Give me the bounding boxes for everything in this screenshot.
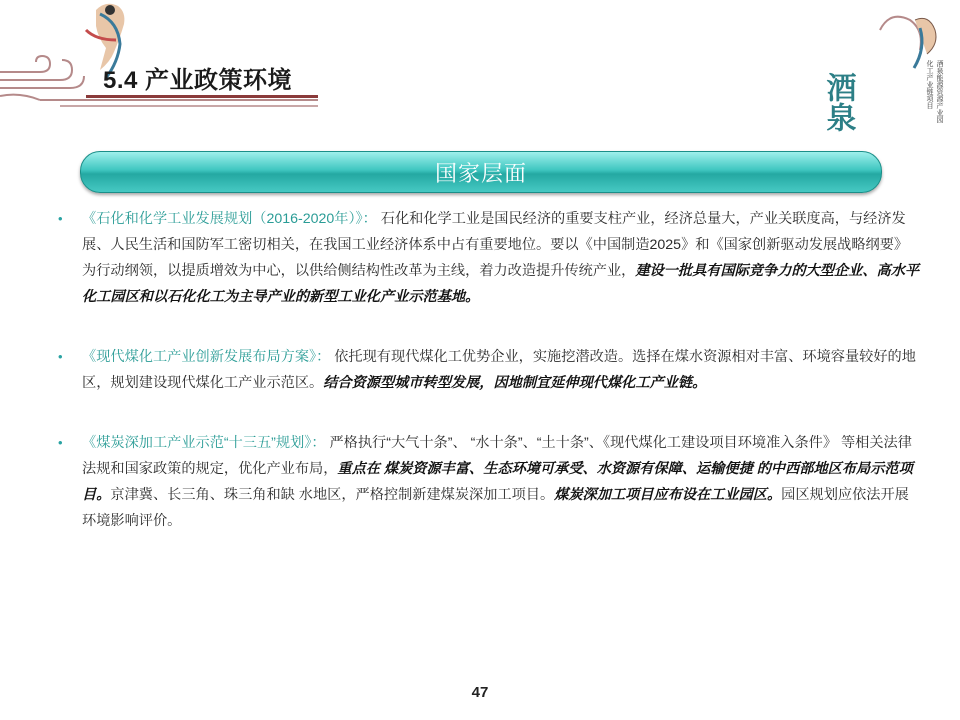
section-banner-label: 国家层面 xyxy=(434,160,527,186)
logo-subtext-line-2: 酒泉能源资源产业园 xyxy=(936,60,944,123)
policy-bullet-list xyxy=(58,206,920,568)
section-banner xyxy=(80,151,882,193)
title-underline xyxy=(86,95,318,98)
page-number: 47 xyxy=(471,684,489,701)
policy-emphasis: 重点在 煤炭资源丰富、生态环境可承受、水资源有保障、运输便捷 的中西部地区布局示范项目。 xyxy=(82,461,913,503)
policy-body: 石化和化学工业是国民经济的重要支柱产业，经济总量大，产业关联度高，与经济发展、人民生活和国防军工密切相关，在我国工业经济体系中占有重要地位。要以《中国制造2025》和《国家创新驱动发展战略纲要》为行动纲领，以提质增效为中心，以供给侧结构性改革为主线，着力改造提升传统产业， xyxy=(82,211,909,279)
jiuquan-logo xyxy=(820,0,960,140)
logo-subtext-line-1: 化工产业链项目 xyxy=(926,60,934,109)
bullet-icon: • xyxy=(58,211,63,226)
policy-emphasis: 建设一批具有国际竞争力的大型企业、高水平化工园区和以石化化工为主导产业的新型工业化产业示范基地。 xyxy=(82,263,920,305)
policy-body: 依托现有现代煤化工优势企业，实施挖潜改造。选择在煤水资源相对丰富、环境容量较好的地区，规划建设现代煤化工产业示范区。 xyxy=(82,349,916,391)
list-item xyxy=(58,344,920,396)
page-title: 5.4 产业政策环境 xyxy=(103,67,293,94)
list-item xyxy=(58,430,920,534)
bullet-icon: • xyxy=(58,349,63,364)
policy-emphasis: 结合资源型城市转型发展，因地制宜延伸现代煤化工产业链。 xyxy=(323,375,707,391)
bullet-text xyxy=(82,430,920,534)
policy-body-tail: 园区规划应依法开展环境影响评价。 xyxy=(82,487,909,529)
policy-doc-title: 《现代煤化工产业创新发展布局方案》： xyxy=(82,349,331,365)
bullet-text xyxy=(82,344,920,396)
policy-doc-title: 《煤炭深加工产业示范“十三五”规划》： xyxy=(82,435,326,451)
policy-doc-title: 《石化和化学工业发展规划（2016-2020年）》： xyxy=(82,211,377,227)
list-item xyxy=(58,206,920,310)
logo-calligraphy: 酒泉 xyxy=(820,72,856,132)
policy-body: 严格执行“大气十条”、 “水十条”、“土十条”、《现代煤化工建设项目环境准入条件》 等相关法律法规和国家政策的规定，优化产业布局， xyxy=(82,435,912,477)
bullet-text xyxy=(82,206,920,310)
bullet-icon: • xyxy=(58,435,63,450)
policy-body-mid: 京津冀、长三角、珠三角和缺 水地区，严格控制新建煤炭深加工项目。 xyxy=(110,487,555,503)
policy-emphasis-2: 煤炭深加工项目应布设在工业园区。 xyxy=(554,487,782,503)
